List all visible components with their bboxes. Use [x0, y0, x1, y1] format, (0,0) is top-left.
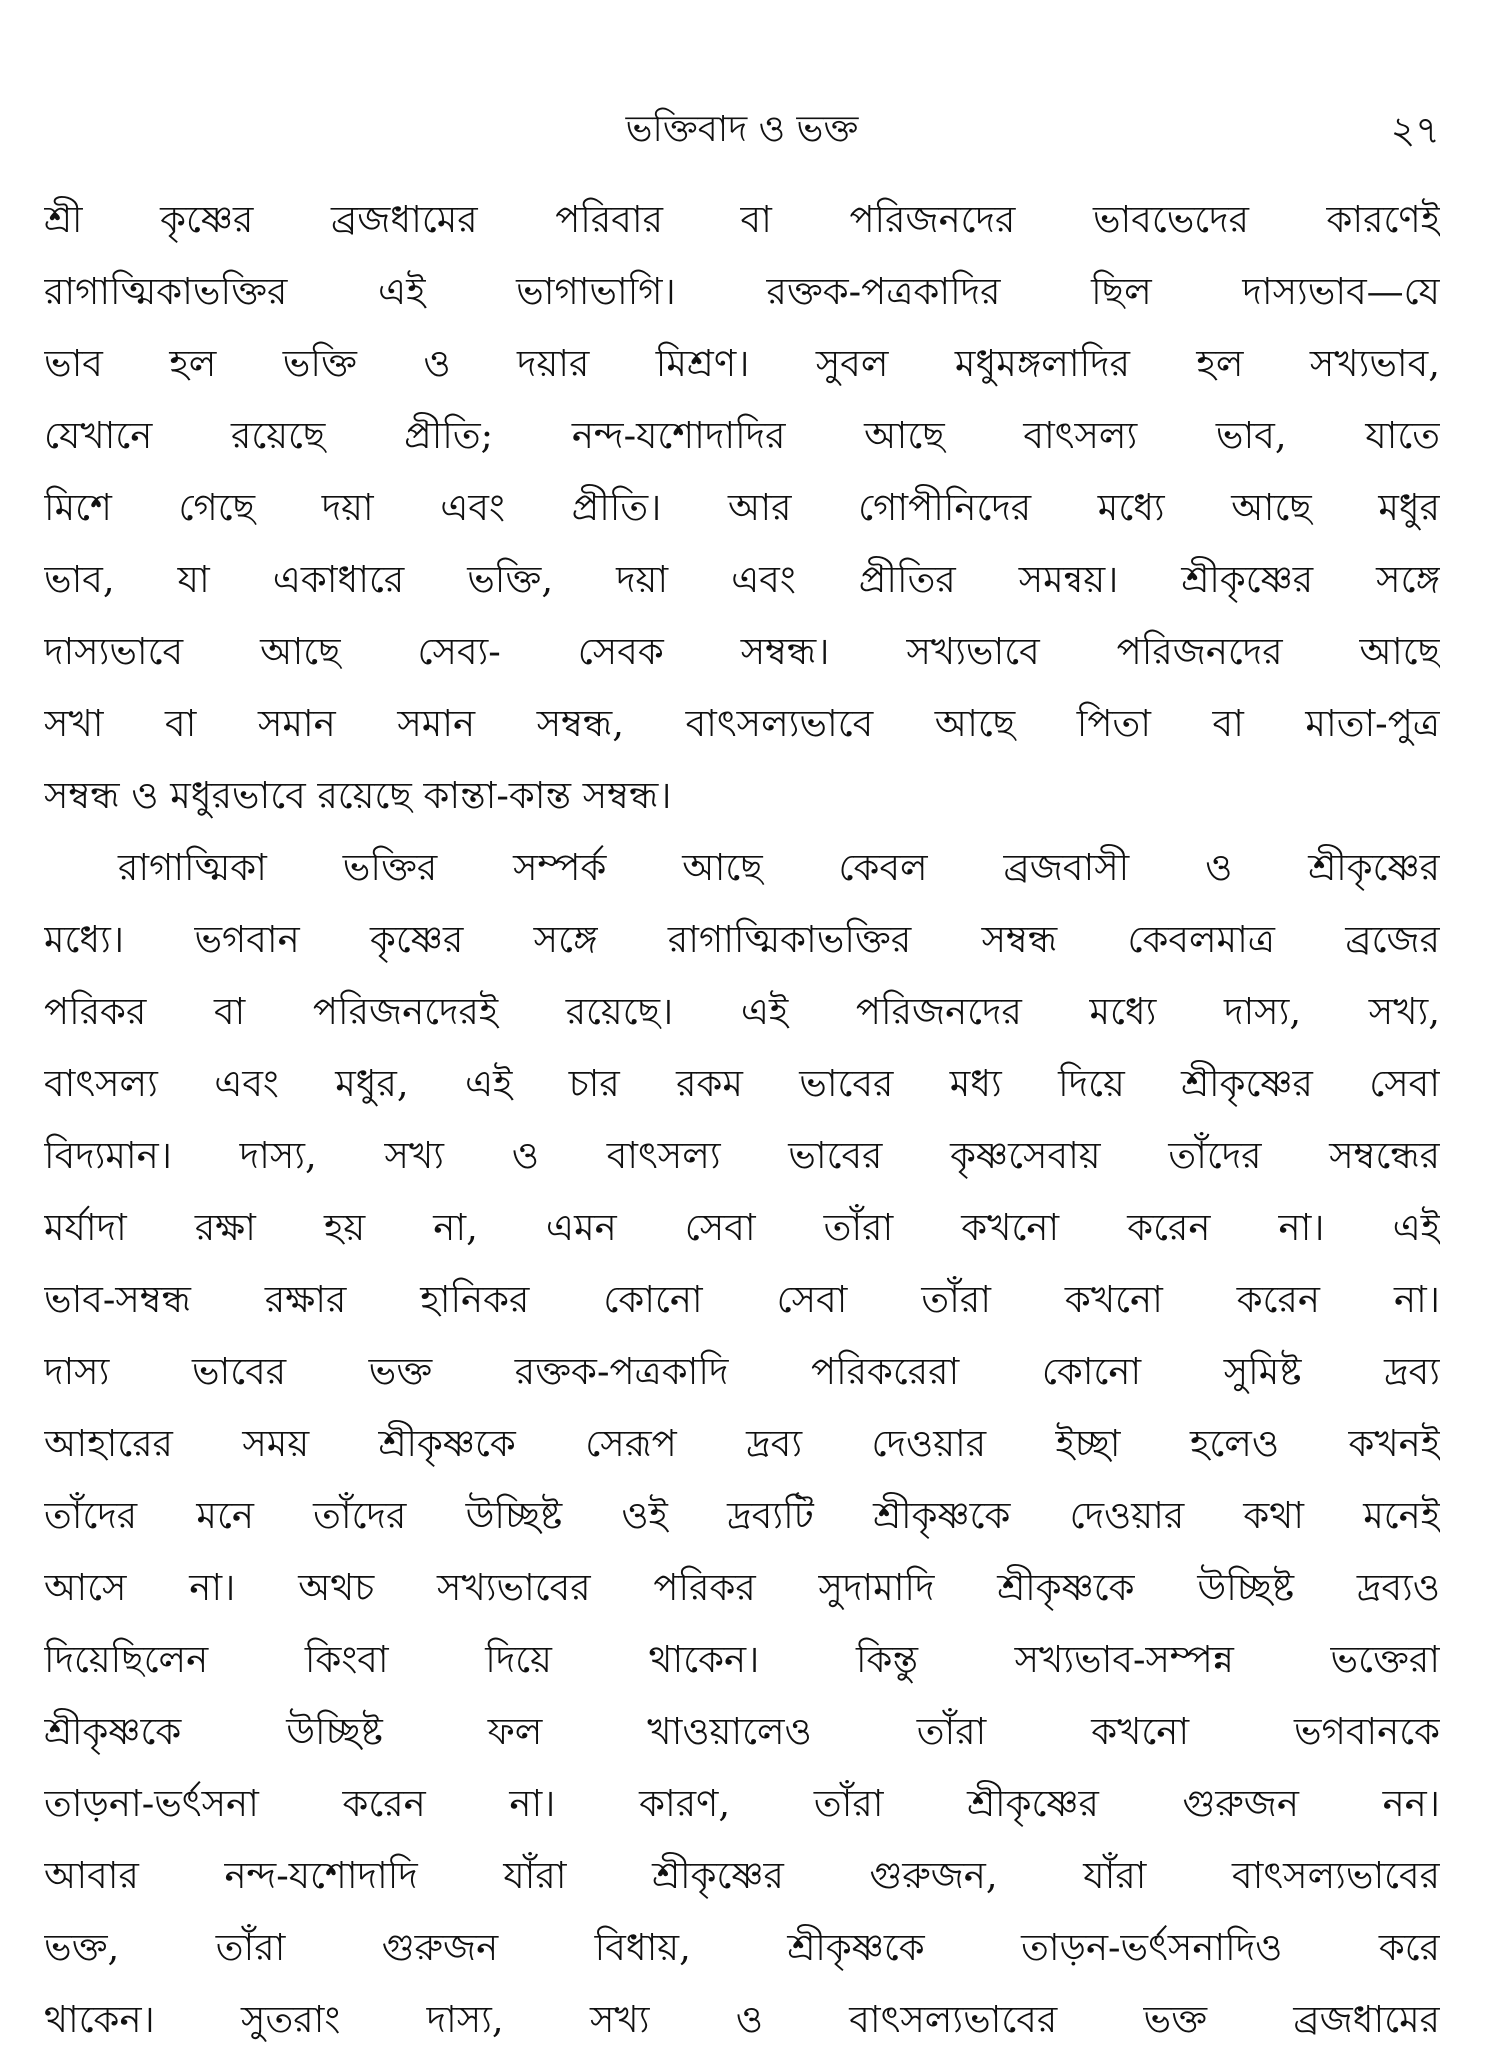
text-line-1: শ্রী কৃষ্ণের ব্রজধামের পরিবার বা পরিজনদের ভাবভেদের কারণেই	[44, 198, 1440, 241]
text-line-18: আহারের সময় শ্রীকৃষ্ণকে সেরূপ দ্রব্য দেওয়ার ইচ্ছা হলেও কখনই	[44, 1422, 1440, 1465]
running-head	[44, 100, 1440, 160]
text-line-9: সম্বন্ধ ও মধুরভাবে রয়েছে কান্তা-কান্ত সম্বন্ধ।	[44, 774, 672, 817]
text-line-4: যেখানে রয়েছে প্রীতি; নন্দ-যশোদাদির আছে বাৎসল্য ভাব, যাতে	[44, 414, 1440, 457]
running-title: ভক্তিবাদ ও ভক্ত	[625, 109, 859, 150]
text-line-11: মধ্যে। ভগবান কৃষ্ণের সঙ্গে রাগাত্মিকাভক্তির সম্বন্ধ কেবলমাত্র ব্রজের	[44, 918, 1440, 961]
text-line-22: শ্রীকৃষ্ণকে উচ্ছিষ্ট ফল খাওয়ালেও তাঁরা কখনো ভগবানকে	[44, 1710, 1440, 1753]
text-line-23: তাড়না-ভর্ৎসনা করেন না। কারণ, তাঁরা শ্রীকৃষ্ণের গুরুজন নন।	[44, 1782, 1440, 1825]
text-line-5: মিশে গেছে দয়া এবং প্রীতি। আর গোপীনিদের মধ্যে আছে মধুর	[44, 486, 1440, 529]
body-text	[44, 184, 1440, 2056]
text-line-26: থাকেন। সুতরাং দাস্য, সখ্য ও বাৎসল্যভাবের ভক্ত ব্রজধামের	[44, 1998, 1440, 2041]
text-line-15: মর্যাদা রক্ষা হয় না, এমন সেবা তাঁরা কখনো করেন না। এই	[44, 1206, 1440, 1249]
text-line-7: দাস্যভাবে আছে সেব্য- সেবক সম্বন্ধ। সখ্যভাবে পরিজনদের আছে	[44, 630, 1440, 673]
text-line-2: রাগাত্মিকাভক্তির এই ভাগাভাগি। রক্তক-পত্রকাদির ছিল দাস্যভাব—যে	[44, 270, 1440, 313]
text-line-12: পরিকর বা পরিজনদেরই রয়েছে। এই পরিজনদের মধ্যে দাস্য, সখ্য,	[44, 990, 1440, 1033]
text-line-3: ভাব হল ভক্তি ও দয়ার মিশ্রণ। সুবল মধুমঙ্গলাদির হল সখ্যভাব,	[44, 342, 1440, 385]
text-line-21: দিয়েছিলেন কিংবা দিয়ে থাকেন। কিন্তু সখ্যভাব-সম্পন্ন ভক্তেরা	[44, 1638, 1440, 1681]
text-line-16: ভাব-সম্বন্ধ রক্ষার হানিকর কোনো সেবা তাঁরা কখনো করেন না।	[44, 1278, 1440, 1321]
text-line-13: বাৎসল্য এবং মধুর, এই চার রকম ভাবের মধ্য দিয়ে শ্রীকৃষ্ণের সেবা	[44, 1062, 1440, 1105]
text-line-17: দাস্য ভাবের ভক্ত রক্তক-পত্রকাদি পরিকরেরা কোনো সুমিষ্ট দ্রব্য	[44, 1350, 1440, 1393]
text-line-19: তাঁদের মনে তাঁদের উচ্ছিষ্ট ওই দ্রব্যটি শ্রীকৃষ্ণকে দেওয়ার কথা মনেই	[44, 1494, 1440, 1537]
text-line-25: ভক্ত, তাঁরা গুরুজন বিধায়, শ্রীকৃষ্ণকে তাড়ন-ভর্ৎসনাদিও করে	[44, 1926, 1440, 1969]
text-line-20: আসে না। অথচ সখ্যভাবের পরিকর সুদামাদি শ্রীকৃষ্ণকে উচ্ছিষ্ট দ্রব্যও	[44, 1566, 1440, 1609]
text-line-6: ভাব, যা একাধারে ভক্তি, দয়া এবং প্রীতির সমন্বয়। শ্রীকৃষ্ণের সঙ্গে	[44, 558, 1440, 601]
text-line-10: রাগাত্মিকা ভক্তির সম্পর্ক আছে কেবল ব্রজবাসী ও শ্রীকৃষ্ণের	[118, 846, 1440, 889]
text-line-8: সখা বা সমান সমান সম্বন্ধ, বাৎসল্যভাবে আছে পিতা বা মাতা-পুত্র	[44, 702, 1440, 745]
text-line-24: আবার নন্দ-যশোদাদি যাঁরা শ্রীকৃষ্ণের গুরুজন, যাঁরা বাৎসল্যভাবের	[44, 1854, 1440, 1897]
page-number: ২৭	[1390, 108, 1440, 152]
text-line-14: বিদ্যমান। দাস্য, সখ্য ও বাৎসল্য ভাবের কৃষ্ণসেবায় তাঁদের সম্বন্ধের	[44, 1134, 1440, 1177]
